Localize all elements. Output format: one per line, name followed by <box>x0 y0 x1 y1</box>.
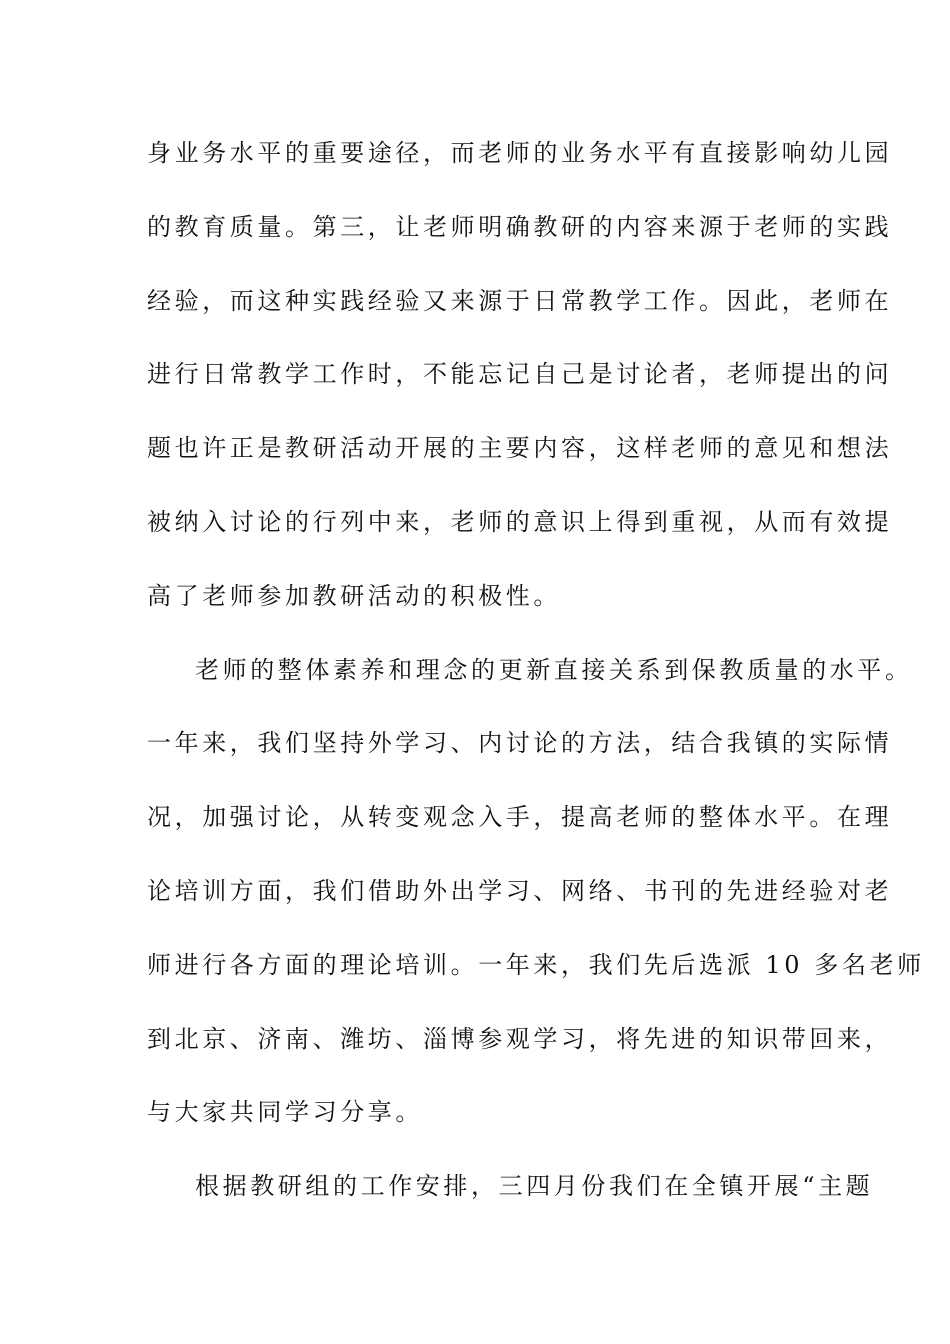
text-line-13: 到北京、济南、潍坊、淄博参观学习，将先进的知识带回来， <box>147 1024 893 1053</box>
text-line-2: 的教育质量。第三，让老师明确教研的内容来源于老师的实践 <box>147 212 893 241</box>
text-line-6: 被纳入讨论的行列中来，老师的意识上得到重视，从而有效提 <box>147 507 893 536</box>
text-line-10: 况，加强讨论，从转变观念入手，提高老师的整体水平。在理 <box>147 803 893 832</box>
text-line-15: 根据教研组的工作安排，三四月份我们在全镇开展“主题 <box>195 1172 874 1201</box>
text-line-1: 身业务水平的重要途径，而老师的业务水平有直接影响幼儿园 <box>147 139 893 167</box>
text-line-8: 老师的整体素养和理念的更新直接关系到保教质量的水平。 <box>195 655 913 684</box>
text-line-12: 师进行各方面的理论培训。一年来，我们先后选派 10 多名老师 <box>147 950 925 979</box>
text-line-7: 高了老师参加教研活动的积极性。 <box>147 581 561 610</box>
text-line-5: 题也许正是教研活动开展的主要内容，这样老师的意见和想法 <box>147 434 893 463</box>
text-line-3: 经验，而这种实践经验又来源于日常教学工作。因此，老师在 <box>147 286 893 315</box>
text-line-11: 论培训方面，我们借助外出学习、网络、书刊的先进经验对老 <box>147 876 893 905</box>
text-line-14: 与大家共同学习分享。 <box>147 1098 423 1127</box>
text-line-9: 一年来，我们坚持外学习、内讨论的方法，结合我镇的实际情 <box>147 729 893 758</box>
body-text <box>147 130 925 1237</box>
text-line-4: 进行日常教学工作时，不能忘记自己是讨论者，老师提出的问 <box>147 360 893 389</box>
